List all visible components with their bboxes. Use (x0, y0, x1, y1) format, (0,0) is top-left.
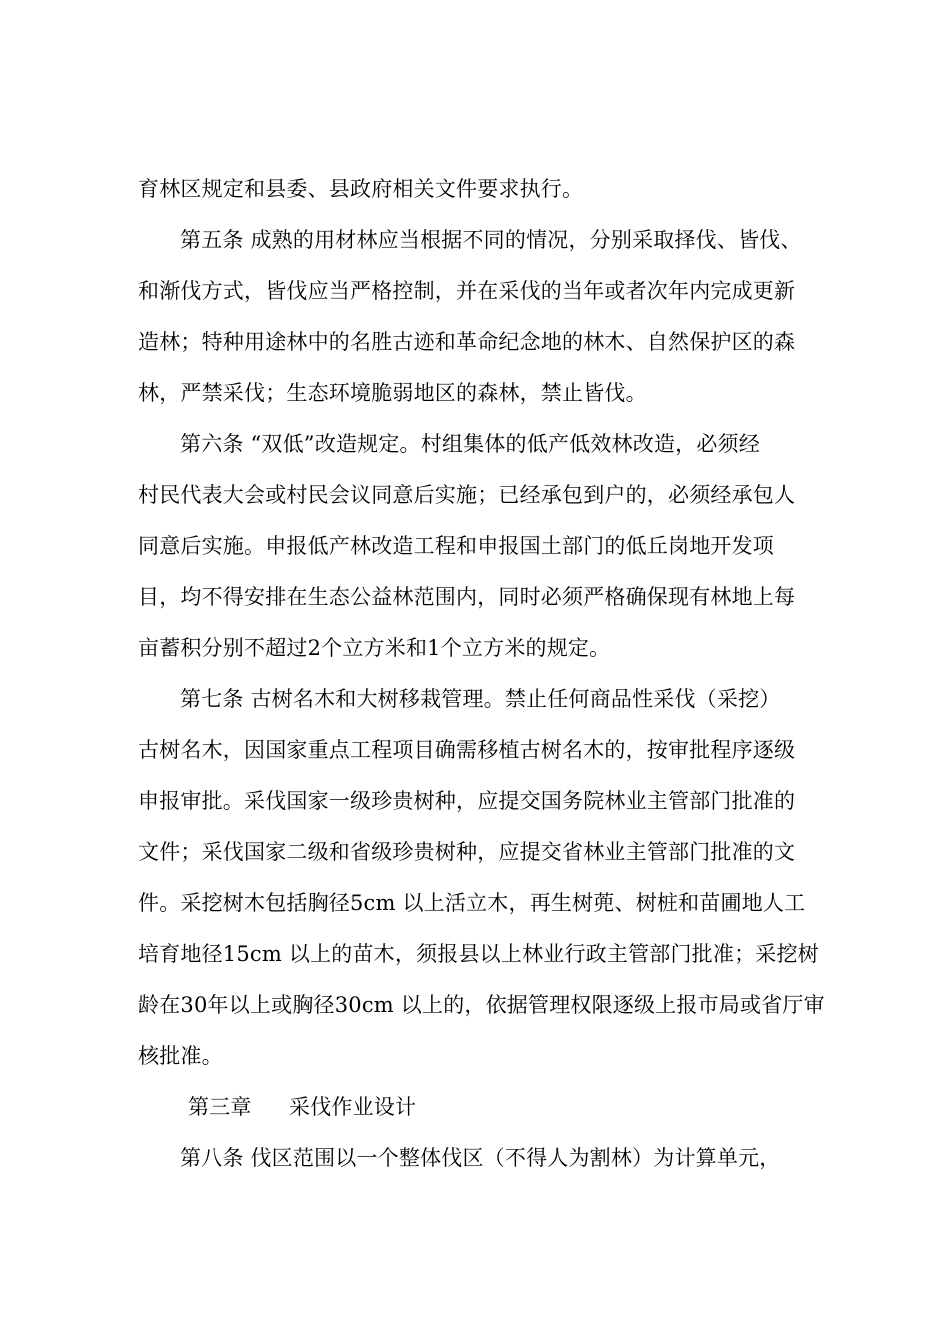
paragraph-line: 造林；特种用途林中的名胜古迹和革命纪念地的林木、自然保护区的森 (138, 330, 796, 354)
paragraph-line: 件。采挖树木包括胸径5cm 以上活立木，再生树蔸、树桩和苗圃地人工 (138, 891, 806, 915)
chapter-number: 第三章 (188, 1095, 252, 1119)
paragraph-line: 和渐伐方式，皆伐应当严格控制，并在采伐的当年或者次年内完成更新 (138, 279, 796, 303)
article-6-heading-line: 第六条 “双低”改造规定。村组集体的低产低效林改造，必须经 (180, 432, 760, 456)
chapter-title: 采伐作业设计 (289, 1095, 417, 1119)
paragraph-line: 村民代表大会或村民会议同意后实施；已经承包到户的，必须经承包人 (138, 483, 796, 507)
paragraph-line: 林，严禁采伐；生态环境脆弱地区的森林，禁止皆伐。 (138, 381, 647, 405)
article-8-heading-line: 第八条 伐区范围以一个整体伐区（不得人为割林）为计算单元， (180, 1146, 781, 1170)
paragraph-line: 培育地径15cm 以上的苗木，须报县以上林业行政主管部门批准；采挖树 (138, 942, 819, 966)
paragraph-line: 核批准。 (138, 1044, 223, 1068)
paragraph-line: 育林区规定和县委、县政府相关文件要求执行。 (138, 177, 584, 201)
paragraph-line: 文件；采伐国家二级和省级珍贵树种，应提交省林业主管部门批准的文 (138, 840, 796, 864)
paragraph-line: 申报审批。采伐国家一级珍贵树种，应提交国务院林业主管部门批准的 (138, 789, 796, 813)
article-7-heading-line: 第七条 古树名木和大树移栽管理。禁止任何商品性采伐（采挖） (180, 687, 781, 711)
article-5-heading-line: 第五条 成熟的用材林应当根据不同的情况，分别采取择伐、皆伐、 (180, 228, 802, 252)
paragraph-line: 目，均不得安排在生态公益林范围内，同时必须严格确保现有林地上每 (138, 585, 796, 609)
paragraph-line: 龄在30年以上或胸径30cm 以上的，依据管理权限逐级上报市局或省厅审 (138, 993, 825, 1017)
paragraph-line: 古树名木，因国家重点工程项目确需移植古树名木的，按审批程序逐级 (138, 738, 796, 762)
paragraph-line: 同意后实施。申报低产林改造工程和申报国土部门的低丘岗地开发项 (138, 534, 774, 558)
paragraph-line: 亩蓄积分别不超过2个立方米和1个立方米的规定。 (138, 636, 611, 660)
